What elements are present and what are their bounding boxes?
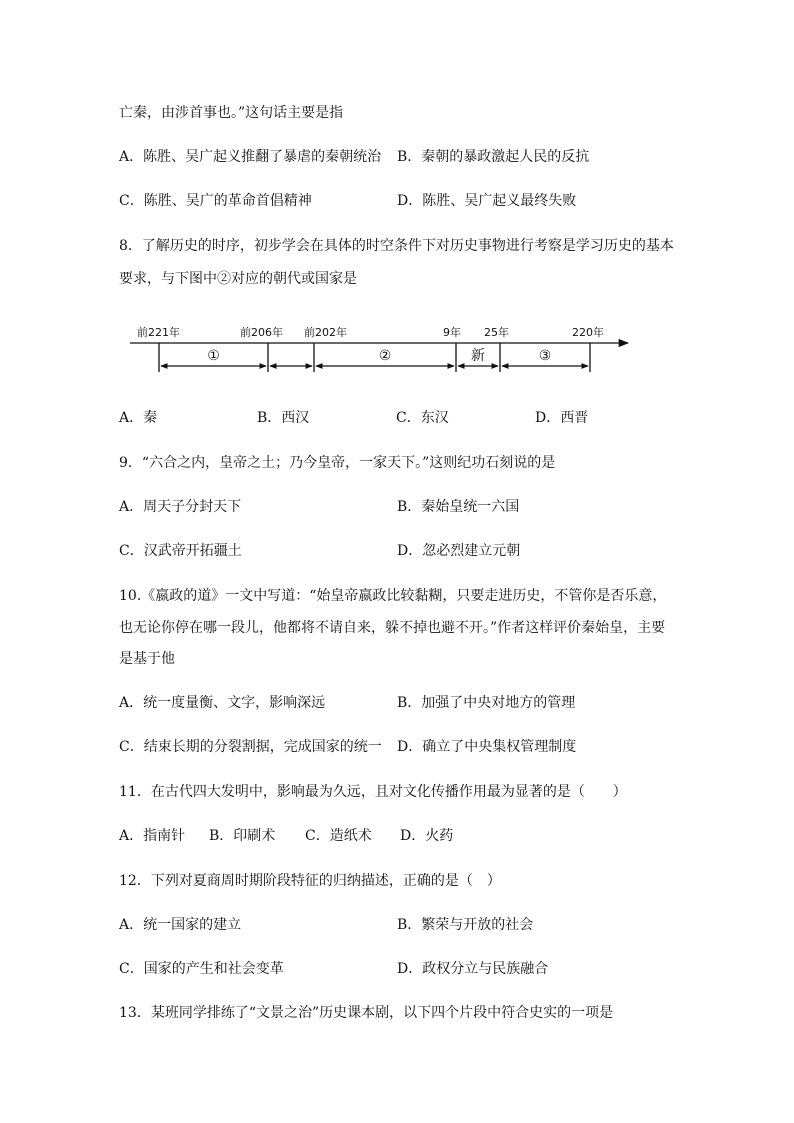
q12-option-a[interactable]: A．统一国家的建立 [119, 917, 242, 933]
q9-option-d[interactable]: D．忽必烈建立元朝 [397, 543, 521, 559]
q11-option-b[interactable]: B．印刷术 [209, 828, 276, 844]
q11-option-a[interactable]: A．指南针 [119, 828, 186, 844]
timeline-segment-label: ② [378, 348, 392, 364]
timeline-tick-label: 前206年 [240, 326, 283, 339]
q12-stem: 12．下列对夏商周时期阶段特征的归纳描述，正确的是（ ） [119, 873, 501, 889]
q7-options-row-1 [119, 147, 719, 167]
timeline-tick-label: 9年 [443, 326, 461, 339]
q9-option-c[interactable]: C．汉武帝开拓疆土 [119, 543, 242, 559]
q10-option-b[interactable]: B．加强了中央对地方的管理 [397, 695, 576, 711]
q7-stem-tail: 亡秦，由涉首事也。”这句话主要是指 [119, 105, 344, 121]
q10-option-d[interactable]: D．确立了中央集权管理制度 [397, 739, 577, 755]
timeline-segment-label: 新 [471, 348, 485, 364]
q10-option-c[interactable]: C．结束长期的分裂割据，完成国家的统一 [119, 739, 382, 755]
q13-stem: 13．某班同学排练了“文景之治”历史课本剧，以下四个片段中符合史实的一项是 [119, 1005, 614, 1021]
q8-option-a[interactable]: A．秦 [119, 410, 158, 426]
q10-option-a[interactable]: A．统一度量衡、文字，影响深远 [119, 695, 326, 711]
q8-timeline [0, 318, 794, 388]
q12-options-row-2 [119, 959, 719, 979]
q9-option-a[interactable]: A．周天子分封天下 [119, 499, 242, 515]
q11-option-d[interactable]: D．火药 [400, 828, 454, 844]
q7-option-c[interactable]: C．陈胜、吴广的革命首倡精神 [119, 193, 312, 209]
q8-stem-line-1: 8．了解历史的时序，初步学会在具体的时空条件下对历史事物进行考察是学习历史的基本 [119, 238, 674, 254]
q10-options-row-2 [119, 737, 719, 757]
q7-option-b[interactable]: B．秦朝的暴政激起人民的反抗 [397, 149, 590, 165]
q10-stem-line-3: 是基于他 [119, 651, 175, 667]
q8-stem-line-2: 要求，与下图中②对应的朝代或国家是 [119, 271, 357, 287]
q12-option-c[interactable]: C．国家的产生和社会变革 [119, 961, 284, 977]
q7-option-d[interactable]: D．陈胜、吴广起义最终失败 [397, 193, 577, 209]
q11-stem: 11．在古代四大发明中，影响最为久远，且对文化传播作用最为显著的是（ ） [119, 784, 627, 800]
timeline-segment-label: ① [207, 348, 220, 364]
q11-option-c[interactable]: C．造纸术 [305, 828, 372, 844]
q12-options-row-1 [119, 915, 719, 935]
timeline-segment-label: ③ [538, 348, 552, 364]
timeline-tick-label: 前202年 [304, 326, 347, 339]
q11-options-row [119, 826, 719, 846]
timeline-svg [0, 318, 794, 388]
timeline-tick-label: 25年 [484, 326, 509, 339]
q9-option-b[interactable]: B．秦始皇统一六国 [397, 499, 520, 515]
q8-option-c[interactable]: C．东汉 [396, 410, 449, 426]
timeline-tick-label: 220年 [572, 326, 604, 339]
q8-options-row [119, 408, 719, 428]
q12-option-b[interactable]: B．繁荣与开放的社会 [397, 917, 534, 933]
q10-stem-line-1: 10.《嬴政的道》一文中写道：“始皇帝嬴政比较黏糊，只要走进历史，不管你是否乐意， [119, 588, 667, 604]
q9-options-row-2 [119, 541, 719, 561]
q9-stem: 9．“六合之内，皇帝之土；乃今皇帝，一家天下。”这则纪功石刻说的是 [119, 455, 556, 471]
q7-option-a[interactable]: A．陈胜、吴广起义推翻了暴虐的秦朝统治 [119, 149, 382, 165]
q12-option-d[interactable]: D．政权分立与民族融合 [397, 961, 549, 977]
q8-option-d[interactable]: D．西晋 [535, 410, 589, 426]
q10-stem-line-2: 也无论你停在哪一段儿，他都将不请自来，躲不掉也避不开。”作者这样评价秦始皇，主要 [119, 620, 666, 636]
q8-option-b[interactable]: B．西汉 [257, 410, 310, 426]
timeline-tick-label: 前221年 [137, 326, 180, 339]
q7-options-row-2 [119, 191, 719, 211]
q9-options-row-1 [119, 497, 719, 517]
q10-options-row-1 [119, 693, 719, 713]
